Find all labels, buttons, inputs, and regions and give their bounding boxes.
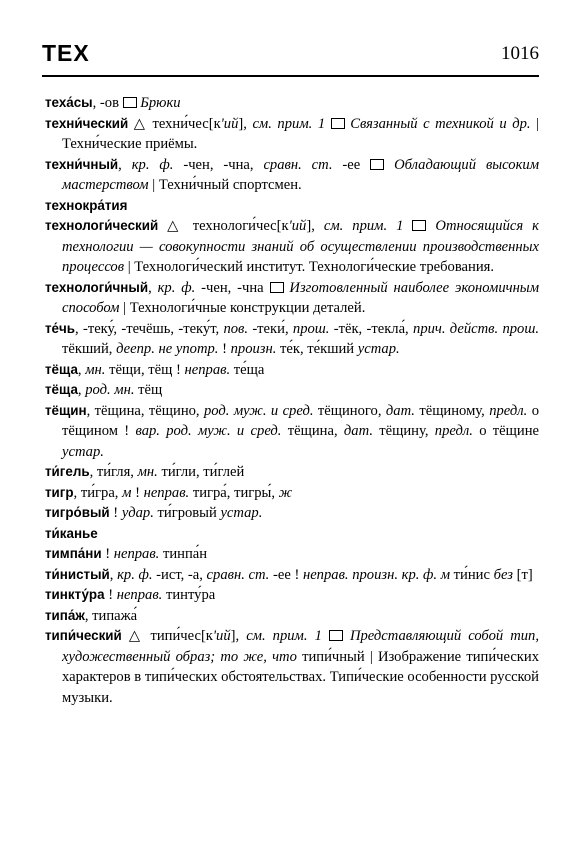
entry-text: ! (131, 484, 144, 501)
entry-text: , ти́гля, (89, 464, 138, 480)
dictionary-entry (45, 483, 539, 504)
headword: типи́ческий (45, 628, 122, 643)
definition-box-icon (270, 282, 284, 293)
entry-text: -ее ! (269, 566, 303, 583)
headword: тинкту́ра (45, 587, 105, 602)
italic-text: деепр. не употр. (116, 341, 219, 357)
italic-text: прош. (292, 320, 330, 337)
entry-text: -ист, -а, (152, 566, 207, 583)
dictionary-entry (45, 319, 539, 360)
dictionary-entry (45, 114, 539, 155)
headword: техни́ческий (45, 115, 129, 131)
page-number: 1016 (501, 43, 539, 64)
italic-text: без (493, 566, 513, 583)
definition-box-icon (329, 630, 343, 641)
entry-text: тёщи, тёщ ! (105, 361, 185, 378)
headword: технокра́тия (45, 197, 128, 213)
header-rule (42, 75, 539, 77)
entry-text: тёщиному, (414, 402, 490, 419)
dictionary-entry (45, 585, 539, 606)
entry-text: ! (101, 546, 114, 562)
italic-text: мн. (137, 464, 158, 480)
definition-box-icon (331, 118, 345, 129)
entry-text: △ техни́чес[к (128, 115, 221, 132)
entry-text: , (77, 361, 86, 378)
entry-text: ти́нис (450, 566, 494, 583)
headword: тимпа́ни (45, 546, 102, 561)
entry-text: о тёщине (472, 423, 539, 439)
italic-text: см. прим. 1 (323, 218, 404, 234)
headword: тигро́вый (45, 505, 110, 520)
italic-text: мн. (85, 361, 106, 378)
entry-text: △ технологи́чес[к (158, 218, 289, 234)
entry-text: ! (104, 587, 117, 603)
italic-text: м (122, 484, 132, 501)
entry-text: тинпа́н (159, 546, 208, 562)
dictionary-entry (45, 155, 539, 196)
headword: те́чь (45, 320, 76, 336)
dictionary-entry (45, 196, 539, 217)
headword: тёща (45, 382, 78, 397)
headword: тёща (45, 361, 78, 377)
headword: ти́гель (45, 464, 90, 479)
definition-box-icon (370, 159, 384, 170)
entry-text: -чен, -чна (195, 279, 270, 296)
italic-text: предл. (489, 402, 528, 419)
headword: технологи́ческий (45, 218, 159, 233)
entry-text: ], (238, 115, 253, 132)
italic-text: устар. (357, 341, 400, 357)
headword: технологи́чный (45, 279, 149, 295)
headword: тёщин (45, 402, 87, 418)
italic-text: Связанный с техникой и др. (344, 115, 531, 132)
entry-text: , ти́гра, (73, 484, 123, 501)
dictionary-entry (45, 380, 539, 401)
dictionary-entry (45, 565, 539, 586)
entry-text: те́ща (230, 361, 265, 378)
italic-text: Брюки (136, 95, 181, 111)
entry-text (403, 218, 412, 234)
italic-text: вар. род. муж. и сред. (135, 423, 282, 439)
entry-text: тёщ (134, 382, 163, 398)
entry-text (322, 628, 329, 644)
entry-text: ти́гровый (153, 505, 221, 521)
italic-text: кр. ф. (131, 156, 174, 173)
entry-text: , (148, 279, 158, 296)
italic-text: неправ. (113, 546, 160, 562)
italic-text: род. муж. и сред. (203, 402, 314, 419)
entry-text: тёщина, (281, 423, 344, 439)
entry-text: , тёщина, тёщино, (86, 402, 204, 419)
entry-text: △ типи́чес[к (121, 628, 213, 644)
italic-text: ʹий (220, 115, 239, 132)
italic-text: прич. действ. прош. (413, 320, 539, 337)
italic-text: удар. (121, 505, 154, 521)
entry-text: , (77, 382, 86, 398)
italic-text: дат. (343, 423, 373, 439)
italic-text: дат. (385, 402, 415, 419)
italic-text: пов. (223, 320, 249, 337)
italic-text: ʹий (288, 218, 307, 234)
dictionary-entry (45, 606, 539, 627)
italic-text: Представляющий собой тип, художественный образ; то же, что (62, 628, 539, 665)
header-word: ТЕХ (42, 40, 90, 66)
entry-text: , (109, 566, 118, 583)
dictionary-entry (45, 524, 539, 545)
dictionary-entry (45, 360, 539, 381)
dictionary-entry (45, 544, 539, 565)
italic-text: ж (278, 484, 293, 501)
entry-text: ти́гли, ти́глей (157, 464, 245, 480)
entry-text: -ее (332, 156, 371, 173)
entry-text: ], (306, 218, 324, 234)
italic-text: Относящийся к технологии — совокупности знаний об осуществлении производственных процессов (62, 218, 539, 275)
italic-text: кр. ф. (117, 566, 153, 583)
italic-text: неправ. (184, 361, 231, 378)
headword: тигр (45, 484, 74, 500)
headword: техни́чный (45, 156, 119, 172)
entry-text: -тёк, -текла́, (329, 320, 414, 337)
entry-text: , -ов (92, 95, 123, 111)
definition-box-icon (123, 97, 137, 108)
entry-text: тёщиного, (313, 402, 386, 419)
entry-text: [т] (512, 566, 533, 583)
running-header (42, 40, 539, 70)
entry-text: , (118, 156, 132, 173)
dictionary-entry (45, 93, 539, 114)
italic-text: неправ. произн. кр. ф. м (302, 566, 451, 583)
entry-text: тинту́ра (162, 587, 216, 603)
headword: ти́нистый (45, 566, 110, 582)
italic-text: Изготовленный наиболее экономичным способом (62, 279, 540, 316)
dictionary-entry (45, 278, 539, 319)
definition-box-icon (412, 220, 426, 231)
headword: типа́ж (45, 607, 85, 623)
entry-text: -чен, -чна, (173, 156, 264, 173)
italic-text: произн. (230, 341, 277, 357)
entry-text: ! (109, 505, 122, 521)
dictionary-entry (45, 401, 539, 463)
headword: теха́сы (45, 95, 93, 110)
entry-text: те́к, те́кший (276, 341, 358, 357)
entry-text: о тёщином ! (62, 402, 540, 439)
dictionary-entry (45, 216, 539, 278)
italic-text: см. прим. 1 (246, 628, 322, 644)
entry-text: , типажа́ (84, 607, 138, 624)
entry-text: тёщину, (372, 423, 435, 439)
italic-text: сравн. ст. (206, 566, 270, 583)
entry-text: | Технологи́чные конструкции деталей. (119, 300, 366, 316)
italic-text: см. прим. 1 (252, 115, 326, 132)
italic-text: сравн. ст. (263, 156, 333, 173)
entry-text: ], (230, 628, 247, 644)
italic-text: неправ. (116, 587, 163, 603)
italic-text: ʹий (212, 628, 231, 644)
entry-text: -теки́, (248, 320, 293, 337)
entry-text: ! (218, 341, 231, 357)
dictionary-entry (45, 626, 539, 708)
dictionary-entries (45, 93, 539, 708)
italic-text: неправ. (143, 484, 190, 501)
dictionary-entry (45, 503, 539, 524)
entry-text: | Технологи́ческий институт. Технологи́ческие требования. (124, 259, 494, 275)
italic-text: кр. ф. (157, 279, 196, 296)
dictionary-entry (45, 462, 539, 483)
italic-text: род. мн. (85, 382, 135, 398)
entry-text: | Техни́ческие приёмы. (62, 115, 539, 152)
italic-text: устар. (62, 443, 104, 460)
entry-text: типи́чный | Изображение типи́ческих характеров в типи́ческих обстоятельствах. Типи́ческие особенности русской музыки. (62, 648, 539, 706)
entry-text: тёкший, (62, 341, 117, 357)
entry-text: тигра́, тигры́, (189, 484, 279, 501)
entry-text: , -теку́, -течёшь, -теку́т, (75, 320, 224, 337)
headword: ти́канье (45, 525, 98, 541)
italic-text: устар. (220, 505, 263, 521)
italic-text: Обладающий высоким мастерством (62, 156, 540, 193)
entry-text: | Техни́чный спортсмен. (148, 177, 302, 193)
italic-text: предл. (434, 423, 473, 439)
